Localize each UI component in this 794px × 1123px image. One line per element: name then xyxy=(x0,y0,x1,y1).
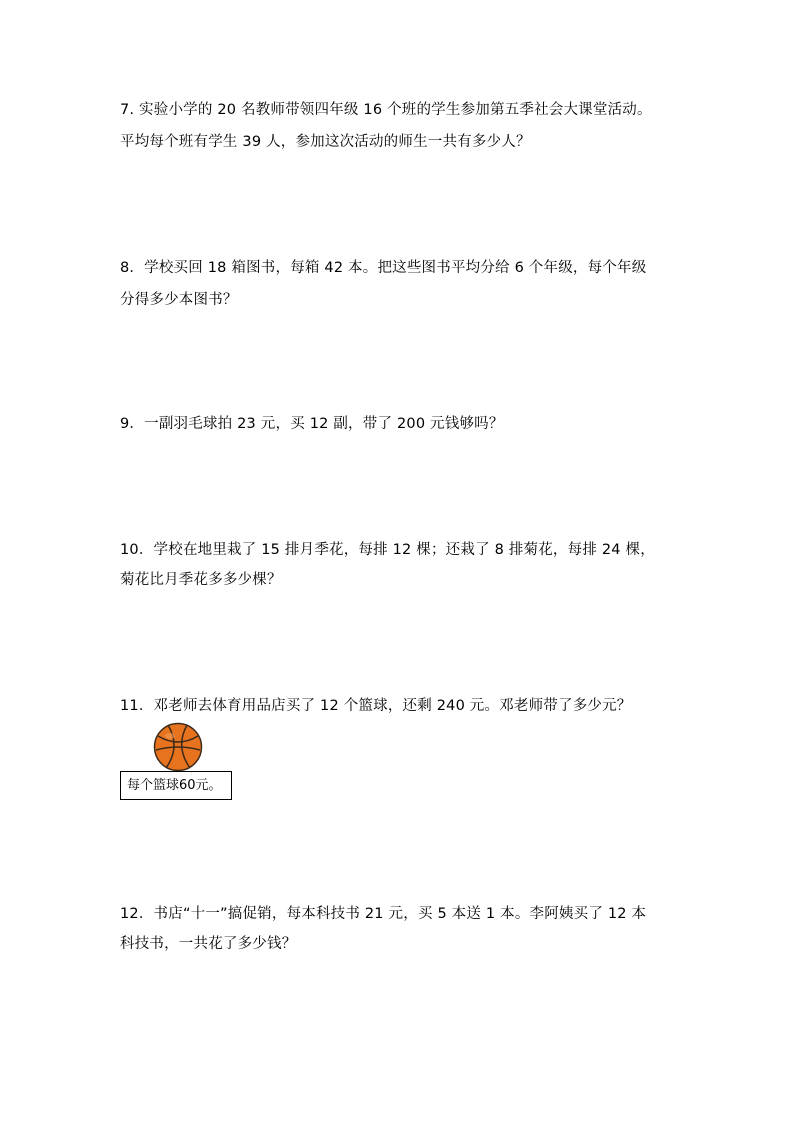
question-7-line-1: 7. 实验小学的 20 名教师带领四年级 16 个班的学生参加第五季社会大课堂活动。 xyxy=(120,102,652,118)
question-7-line-2: 平均每个班有学生 39 人，参加这次活动的师生一共有多少人？ xyxy=(120,134,531,150)
question-8-line-1: 8．学校买回 18 箱图书，每箱 42 本。把这些图书平均分给 6 个年级，每个年级 xyxy=(120,260,647,276)
price-note-box xyxy=(120,771,232,800)
question-10-line-2: 菊花比月季花多多少棵？ xyxy=(120,572,282,588)
question-12-line-2: 科技书，一共花了多少钱？ xyxy=(120,936,297,952)
question-9-line-1: 9．一副羽毛球拍 23 元，买 12 副，带了 200 元钱够吗？ xyxy=(120,416,504,432)
price-note-text: 每个篮球60元。 xyxy=(127,778,222,793)
question-8-line-2: 分得多少本图书？ xyxy=(120,292,238,308)
basketball-icon xyxy=(153,722,203,772)
question-10-line-1: 10．学校在地里栽了 15 排月季花，每排 12 棵；还栽了 8 排菊花，每排 24 棵， xyxy=(120,542,655,558)
question-12-line-1: 12．书店“十一”搞促销，每本科技书 21 元，买 5 本送 1 本。李阿姨买了 12 本 xyxy=(120,906,647,922)
question-11-line-1: 11．邓老师去体育用品店买了 12 个篮球，还剩 240 元。邓老师带了多少元？ xyxy=(120,698,632,714)
